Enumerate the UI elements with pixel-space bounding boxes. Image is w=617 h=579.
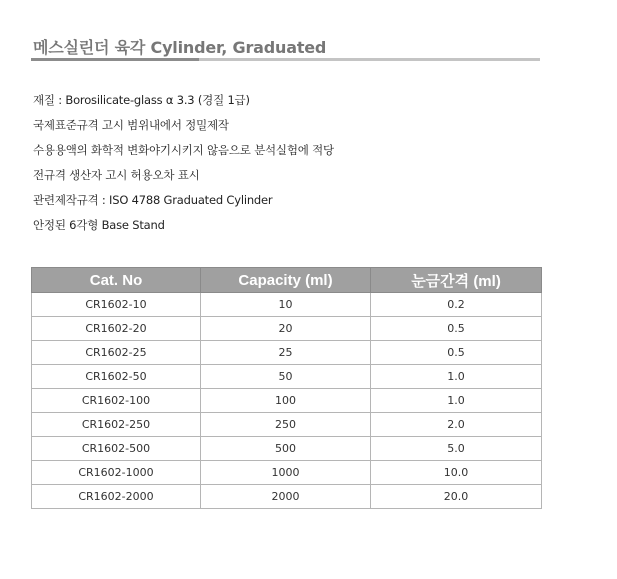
table-row: [32, 389, 542, 413]
cell-capacity: 1000: [201, 461, 371, 485]
table-row: [32, 413, 542, 437]
table-row: [32, 293, 542, 317]
cell-cat-no: CR1602-20: [32, 317, 201, 341]
cell-capacity: 500: [201, 437, 371, 461]
cell-cat-no: CR1602-100: [32, 389, 201, 413]
cell-graduation: 2.0: [371, 413, 542, 437]
table-row: [32, 317, 542, 341]
spec-tolerance: 전규격 생산자 고시 허용오차 표시: [33, 168, 200, 182]
page-title: 메스실린더 육각 Cylinder, Graduated: [33, 38, 327, 57]
cell-capacity: 100: [201, 389, 371, 413]
header-capacity: Capacity (ml): [201, 268, 371, 293]
cell-graduation: 0.5: [371, 341, 542, 365]
spec-iso: 관련제작규격 : ISO 4788 Graduated Cylinder: [33, 193, 273, 207]
title-divider: [31, 58, 540, 61]
cell-graduation: 20.0: [371, 485, 542, 509]
header-graduation: 눈금간격 (ml): [371, 268, 542, 293]
cell-graduation: 5.0: [371, 437, 542, 461]
cell-capacity: 10: [201, 293, 371, 317]
spec-base: 안정된 6각형 Base Stand: [33, 218, 165, 232]
table-header-row: [32, 268, 542, 293]
cell-cat-no: CR1602-25: [32, 341, 201, 365]
cell-graduation: 1.0: [371, 389, 542, 413]
table-row: [32, 461, 542, 485]
cell-cat-no: CR1602-250: [32, 413, 201, 437]
table-row: [32, 485, 542, 509]
cell-cat-no: CR1602-1000: [32, 461, 201, 485]
cell-capacity: 20: [201, 317, 371, 341]
cell-capacity: 2000: [201, 485, 371, 509]
product-table: [31, 267, 542, 509]
cell-capacity: 50: [201, 365, 371, 389]
table-row: [32, 341, 542, 365]
cell-cat-no: CR1602-10: [32, 293, 201, 317]
cell-graduation: 10.0: [371, 461, 542, 485]
cell-capacity: 250: [201, 413, 371, 437]
cell-graduation: 0.2: [371, 293, 542, 317]
spec-material: 재질 : Borosilicate-glass α 3.3 (경질 1급): [33, 93, 250, 107]
table-row: [32, 365, 542, 389]
cell-graduation: 1.0: [371, 365, 542, 389]
spec-chemical: 수용용액의 화학적 변화야기시키지 않음으로 분석실험에 적당: [33, 143, 334, 157]
header-cat-no: Cat. No: [32, 268, 201, 293]
cell-capacity: 25: [201, 341, 371, 365]
spec-standard: 국제표준규격 고시 범위내에서 정밀제작: [33, 118, 229, 132]
cell-cat-no: CR1602-2000: [32, 485, 201, 509]
cell-graduation: 0.5: [371, 317, 542, 341]
table-row: [32, 437, 542, 461]
cell-cat-no: CR1602-500: [32, 437, 201, 461]
cell-cat-no: CR1602-50: [32, 365, 201, 389]
spec-list: [33, 92, 334, 242]
title-divider-accent: [31, 58, 199, 61]
